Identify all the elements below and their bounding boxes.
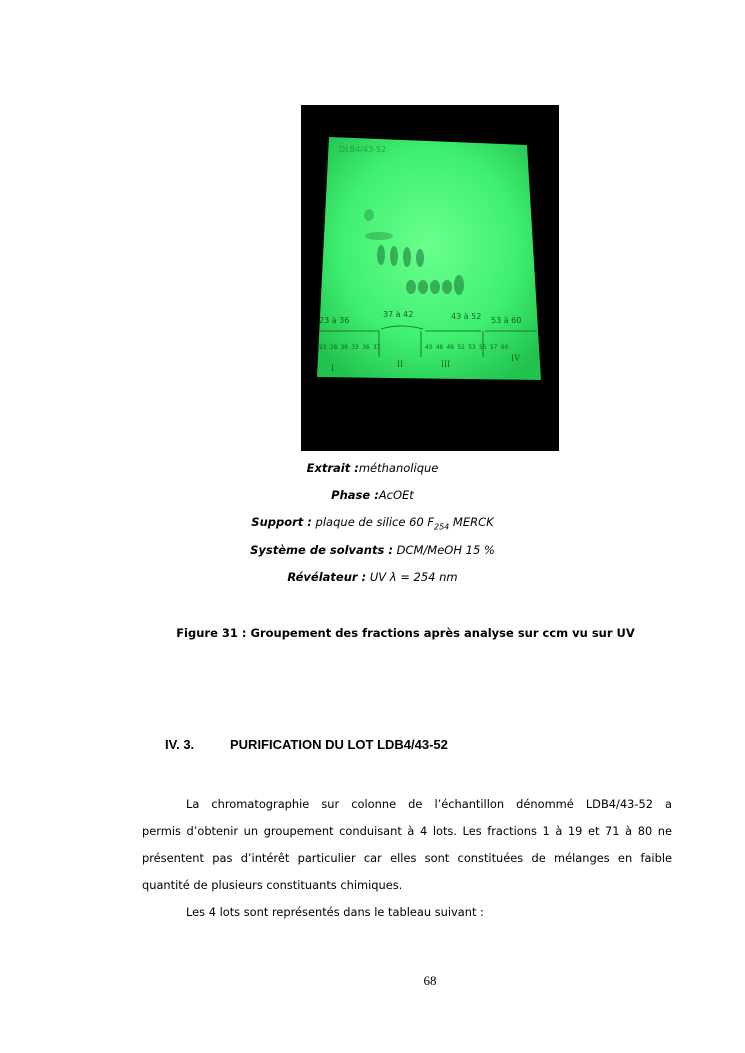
lot-label-1: I (331, 363, 334, 373)
caption-extract-value: méthanolique (358, 461, 439, 475)
caption-phase-value: AcOEt (378, 488, 414, 502)
figure-title: Figure 31 : Groupement des fractions après analyse sur ccm vu sur UV (176, 626, 635, 640)
caption-phase-label: Phase : (331, 488, 379, 502)
caption-support-value: plaque de silice 60 F (311, 515, 434, 529)
caption-extract (0, 461, 745, 475)
plate-top-label: DLB4/43-52 (339, 145, 387, 154)
spot-label-1: 23 à 36 (319, 316, 350, 325)
page-number: 68 (423, 973, 437, 988)
lot-label-2: II (397, 359, 403, 369)
paragraph-line (142, 899, 672, 927)
spot-label-2: 37 à 42 (383, 310, 414, 319)
tlc-plate-photo (301, 105, 559, 451)
paragraph-1-line-1: La chromatographie sur colonne de l’échantillon dénommé LDB4/43-52 a (186, 797, 672, 811)
caption-solvent-label: Système de solvants : (250, 543, 393, 557)
caption-phase (0, 488, 745, 502)
paragraph-1-line-4: quantité de plusieurs constituants chimiques. (142, 878, 403, 892)
tlc-plate-uv-photo-icon (301, 105, 559, 451)
caption-support (0, 515, 745, 534)
paragraph-line (142, 791, 672, 819)
lot-label-4: IV (511, 353, 521, 363)
caption-support-label: Support : (251, 515, 312, 529)
caption-revealer-label: Révélateur : (287, 570, 367, 584)
caption-solvent-value: DCM/MeOH 15 % (392, 543, 495, 557)
caption-revealer (0, 570, 745, 584)
caption-support-brand: MERCK (449, 515, 494, 529)
section-heading (165, 737, 448, 753)
svg-text:23 28 30 33 36 37: 23 28 30 33 36 37 (319, 344, 381, 351)
svg-text:43 46 49 52 53 55 57 60: 43 46 49 52 53 55 57 60 (425, 344, 509, 351)
caption-extract-label: Extrait : (306, 461, 359, 475)
caption-solvent (0, 543, 745, 557)
lot-label-3: III (441, 359, 450, 369)
caption-support-subscript: 254 (434, 522, 450, 532)
section-number: IV. 3. (165, 737, 195, 752)
section-title: PURIFICATION DU LOT LDB4/43-52 (230, 737, 448, 752)
spot-label-3: 43 à 52 (451, 312, 482, 321)
paragraph-1-line-2: permis d’obtenir un groupement conduisant à 4 lots. Les fractions 1 à 19 et 71 à 80 ne (142, 824, 672, 838)
paragraph-2-line-1: Les 4 lots sont représentés dans le tableau suivant : (186, 905, 484, 919)
caption-revealer-value: UV λ = 254 nm (366, 570, 458, 584)
spot-label-4: 53 à 60 (491, 316, 522, 325)
paragraph-1-line-3: présentent pas d’intérêt particulier car elles sont constituées de mélanges en faible (142, 851, 672, 865)
